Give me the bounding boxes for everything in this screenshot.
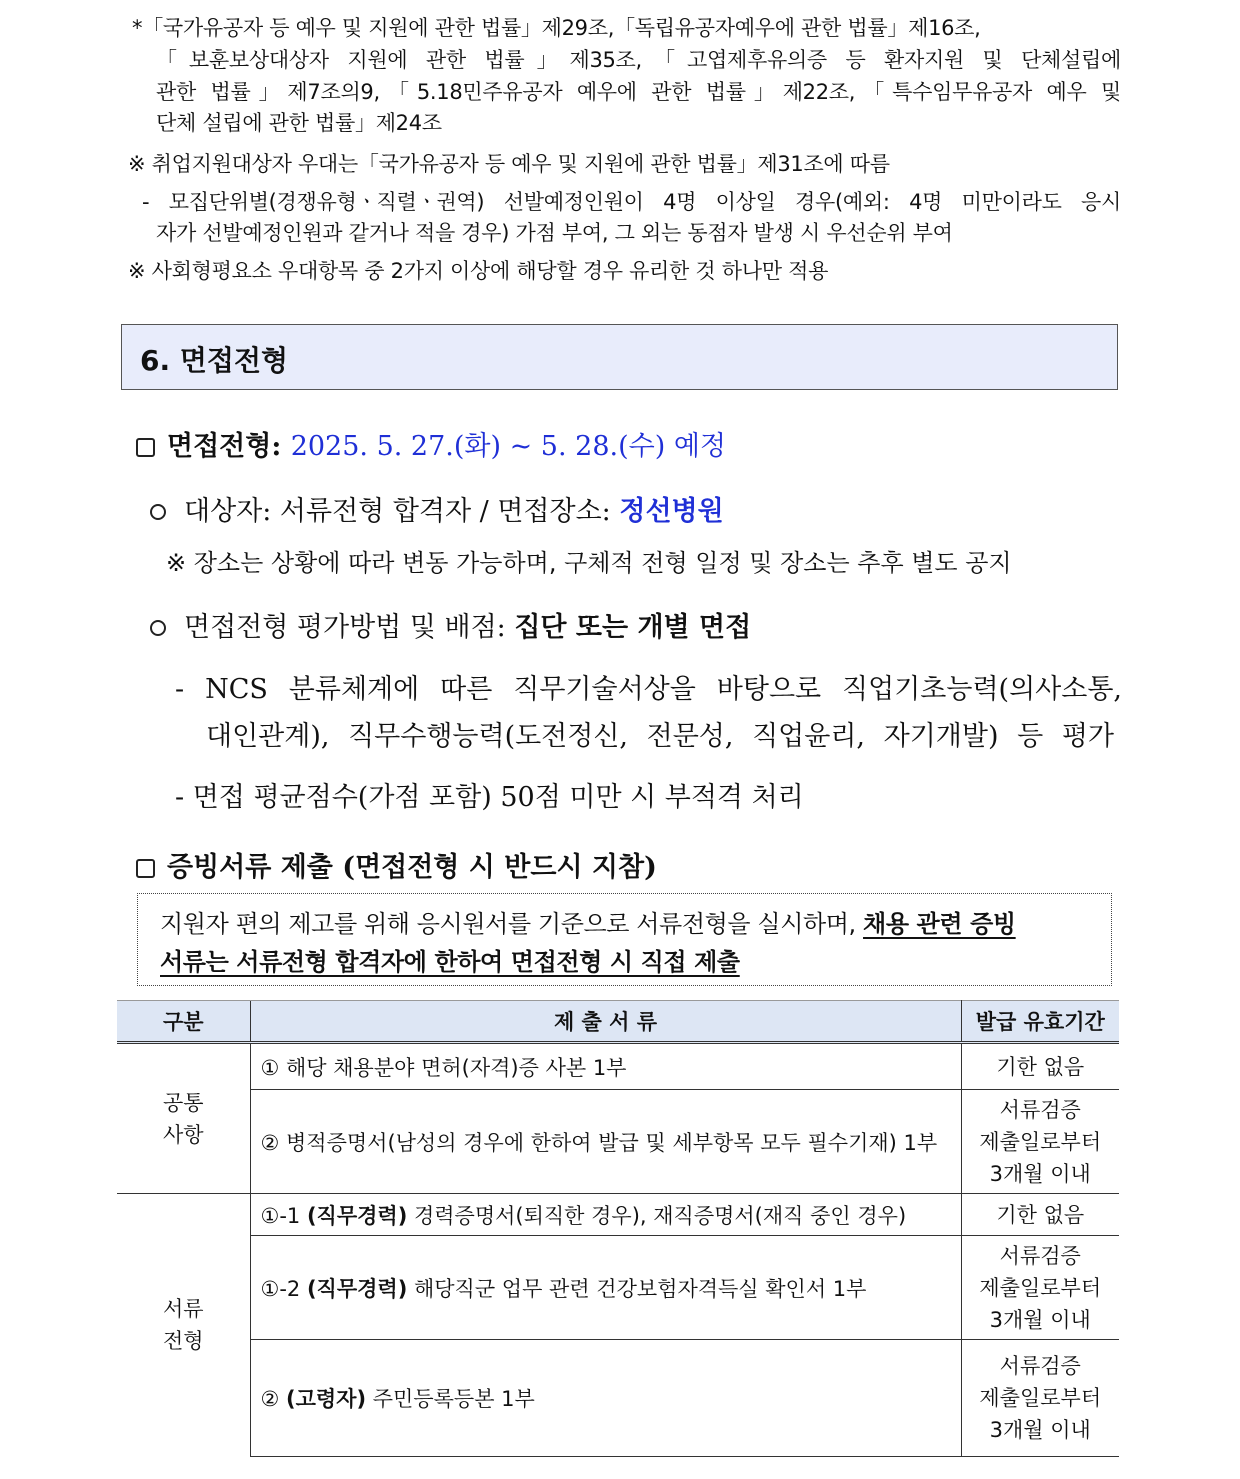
category-line: 서류: [162, 1297, 204, 1322]
category-line: 공통: [162, 1090, 204, 1115]
docs-note-line-2: [160, 942, 740, 977]
validity-line: 3개월 이내: [989, 1161, 1091, 1186]
header-category: 구분: [117, 1001, 250, 1043]
validity-line: 서류검증: [999, 1354, 1081, 1378]
section-title: 6. 면접전형: [140, 344, 289, 377]
table-row: [117, 1236, 1119, 1340]
table-row: [117, 1090, 1119, 1194]
interview-date: 2025. 5. 27.(화) ~ 5. 28.(수) 예정: [290, 431, 726, 462]
doc-cell: [250, 1043, 961, 1090]
validity-line: 제출일로부터: [979, 1386, 1102, 1410]
docs-note-bold-2: 서류는 서류전형 합격자에 한하여 면접전형 시 직접 제출: [160, 948, 740, 976]
validity-cell: [961, 1236, 1119, 1340]
ncs-line-1: - NCS 분류체계에 따른 직무기술서상을 바탕으로 직업기초능력(의사소통,: [175, 674, 1122, 705]
place-note: ※ 장소는 상황에 따라 변동 가능하며, 구체적 전형 일정 및 장소는 추후 별도 공지: [166, 549, 1012, 577]
dash-line-2: 자가 선발예정인원과 같거나 적을 경우) 가점 부여, 그 외는 동점자 발생 시 우선순위 부여: [156, 221, 953, 245]
docs-note-bold-1: 채용 관련 증빙: [863, 910, 1016, 938]
table-row: [117, 1043, 1119, 1090]
doc-cell: [250, 1090, 961, 1194]
validity-cell: [961, 1090, 1119, 1194]
law-line-4: 단체 설립에 관한 법률」제24조: [156, 111, 442, 135]
docs-heading-text: 증빙서류 제출 (면접전형 시 반드시 지참): [167, 852, 657, 883]
doc-cell: [250, 1236, 961, 1340]
validity-line: 서류검증: [999, 1097, 1081, 1122]
category-line: 사항: [162, 1122, 204, 1147]
circle-bullet-icon: [150, 620, 166, 636]
table-row: [117, 1340, 1119, 1457]
interview-method: [150, 605, 751, 644]
docs-note-text: 지원자 편의 제고를 위해 응시원서를 기준으로 서류전형을 실시하며,: [160, 910, 856, 938]
doc-text: 주민등록등본 1부: [372, 1387, 535, 1411]
interview-label: 면접전형:: [167, 431, 282, 462]
law-line-3: 관한 법률」제7조의9,「5.18민주유공자 예우에 관한 법률」제22조,「특수임무유공자 예우 및: [156, 80, 1121, 104]
method-value: 집단 또는 개별 면접: [514, 612, 752, 643]
ncs-line-2: 대인관계), 직무수행능력(도전정신, 전문성, 직업윤리, 자기개발) 등 평가: [206, 721, 1114, 752]
header-documents: 제 출 서 류: [250, 1001, 961, 1043]
table-row: [117, 1194, 1119, 1236]
validity-cell: [961, 1043, 1119, 1090]
docs-heading: [136, 845, 657, 884]
checkbox-square-icon: [136, 438, 155, 457]
interview-place: 정선병원: [619, 496, 724, 527]
docs-note-box: [137, 893, 1112, 986]
validity-cell: [961, 1340, 1119, 1457]
law-line-2: 「보훈보상대상자 지원에 관한 법률」제35조,「고엽제후유의증 등 환자지원 및 단체설립에: [156, 48, 1121, 72]
doc-prefix: ①: [260, 1055, 280, 1080]
doc-cell: [250, 1340, 961, 1457]
validity-line: 3개월 이내: [989, 1418, 1091, 1442]
doc-prefix: ①-2: [260, 1276, 301, 1301]
doc-bold: (직무경력): [306, 1203, 408, 1228]
doc-prefix: ②: [260, 1130, 280, 1155]
doc-text: 경력증명서(퇴직한 경우), 재직증명서(재직 중인 경우): [413, 1203, 907, 1228]
doc-prefix: ①-1: [260, 1203, 301, 1228]
category-line: 전형: [162, 1329, 204, 1354]
doc-text: 해당직군 업무 관련 건강보험자격득실 확인서 1부: [413, 1276, 867, 1301]
job-support-note: ※ 취업지원대상자 우대는「국가유공자 등 예우 및 지원에 관한 법률」제31조에 따름: [128, 152, 890, 176]
validity-cell: [961, 1194, 1119, 1236]
interview-target: [150, 489, 724, 528]
doc-bold: (직무경력): [306, 1276, 408, 1301]
target-label: 대상자: 서류전형 합격자 / 면접장소:: [184, 496, 611, 527]
fail-line: - 면접 평균점수(가점 포함) 50점 미만 시 부적격 처리: [175, 782, 804, 813]
social-equity-note: ※ 사회형평요소 우대항목 중 2가지 이상에 해당할 경우 유리한 것 하나만 적용: [128, 259, 829, 283]
doc-bold: (고령자): [286, 1387, 367, 1411]
doc-text: 병적증명서(남성의 경우에 한하여 발급 및 세부항목 모두 필수기재) 1부: [286, 1130, 938, 1155]
doc-prefix: ②: [260, 1387, 280, 1411]
validity-line: 3개월 이내: [989, 1307, 1091, 1332]
docs-note-line-1: [160, 904, 1016, 939]
law-line-1: *「국가유공자 등 예우 및 지원에 관한 법률」제29조,「독립유공자예우에 관한 법률」제16조,: [132, 16, 981, 40]
section-header: [121, 324, 1118, 390]
validity-line: 서류검증: [999, 1243, 1081, 1268]
docs-table: [117, 1000, 1119, 1457]
category-documents: [117, 1194, 250, 1457]
checkbox-square-icon: [136, 859, 155, 878]
category-common: [117, 1043, 250, 1194]
method-label: 면접전형 평가방법 및 배점:: [184, 612, 506, 643]
validity-line: 제출일로부터: [979, 1129, 1102, 1154]
doc-cell: [250, 1194, 961, 1236]
validity-line: 기한 없음: [996, 1202, 1085, 1227]
dash-line-1: - 모집단위별(경쟁유형ㆍ직렬ㆍ권역) 선발예정인원이 4명 이상일 경우(예외: 4명 미만이라도 응시: [142, 190, 1121, 214]
header-validity: 발급 유효기간: [961, 1001, 1119, 1043]
doc-text: 해당 채용분야 면허(자격)증 사본 1부: [286, 1055, 627, 1080]
interview-heading: [136, 424, 726, 463]
circle-bullet-icon: [150, 504, 166, 520]
validity-line: 기한 없음: [996, 1054, 1085, 1079]
validity-line: 제출일로부터: [979, 1275, 1102, 1300]
